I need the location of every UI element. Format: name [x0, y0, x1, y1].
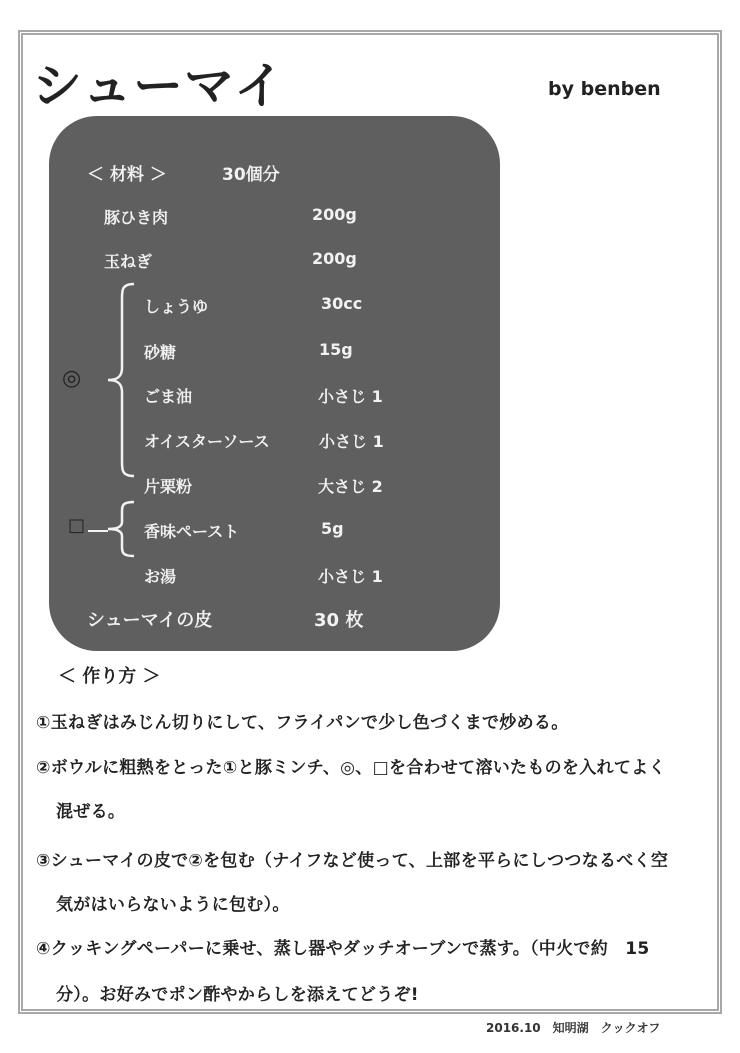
ingredient-amount: 5g: [321, 519, 344, 538]
ingredient-name: オイスターソース: [144, 432, 270, 451]
ingredient-amount: 小さじ 1: [318, 387, 383, 406]
method-line: 分）。お好みでポン酢やからしを添えてどうぞ!: [56, 985, 419, 1005]
ingredient-amount: 30cc: [321, 294, 363, 313]
ingredient-name: シューマイの皮: [87, 610, 213, 631]
ingredient-amount: 200g: [312, 205, 357, 224]
method-line: ②ボウルに粗熱をとった①と豚ミンチ、◎、□を合わせて溶いたものを入れてよく: [36, 758, 666, 778]
ingredients-header: ＜ 材料 ＞: [87, 165, 167, 185]
ingredient-name: ごま油: [144, 387, 193, 406]
ingredient-name: 玉ねぎ: [104, 252, 153, 271]
ingredient-name: 豚ひき肉: [104, 208, 169, 227]
author-credit: by benben: [548, 78, 661, 100]
method-line: 気がはいらないように包む）。: [56, 895, 290, 915]
ingredient-amount: 200g: [312, 249, 357, 268]
method-line: ①玉ねぎはみじん切りにして、フライパンで少し色づくまで炒める。: [36, 713, 569, 733]
footer-credit: 2016.10 知明湖 クックオフ: [486, 1021, 661, 1035]
double-circle-mark: ◎: [62, 366, 82, 391]
ingredient-name: 片栗粉: [144, 477, 193, 496]
method-header: ＜ 作り方 ＞: [58, 666, 161, 687]
ingredient-name: 砂糖: [144, 343, 177, 362]
ingredient-amount: 15g: [319, 340, 353, 359]
method-line: 混ぜる。: [56, 802, 126, 822]
method-line: ③シューマイの皮で②を包む（ナイフなど使って、上部を平らにしつつなるべく空: [36, 851, 669, 871]
ingredient-amount: 30 枚: [314, 610, 364, 631]
servings-label: 30個分: [222, 165, 280, 185]
ingredient-name: 香味ペースト: [144, 522, 240, 541]
method-line: ④クッキングペーパーに乗せ、蒸し器やダッチオーブンで蒸す。（中火で約 15: [36, 939, 650, 959]
ingredient-name: お湯: [144, 567, 177, 586]
square-mark: □: [68, 515, 86, 536]
recipe-title: シューマイ: [32, 57, 285, 115]
ingredient-amount: 小さじ 1: [319, 432, 384, 451]
square-connector-line: [86, 525, 110, 537]
ingredient-amount: 小さじ 1: [318, 567, 383, 586]
double-circle-group-brace: [100, 280, 140, 480]
ingredient-amount: 大さじ 2: [318, 477, 383, 496]
ingredient-name: しょうゆ: [144, 297, 209, 316]
